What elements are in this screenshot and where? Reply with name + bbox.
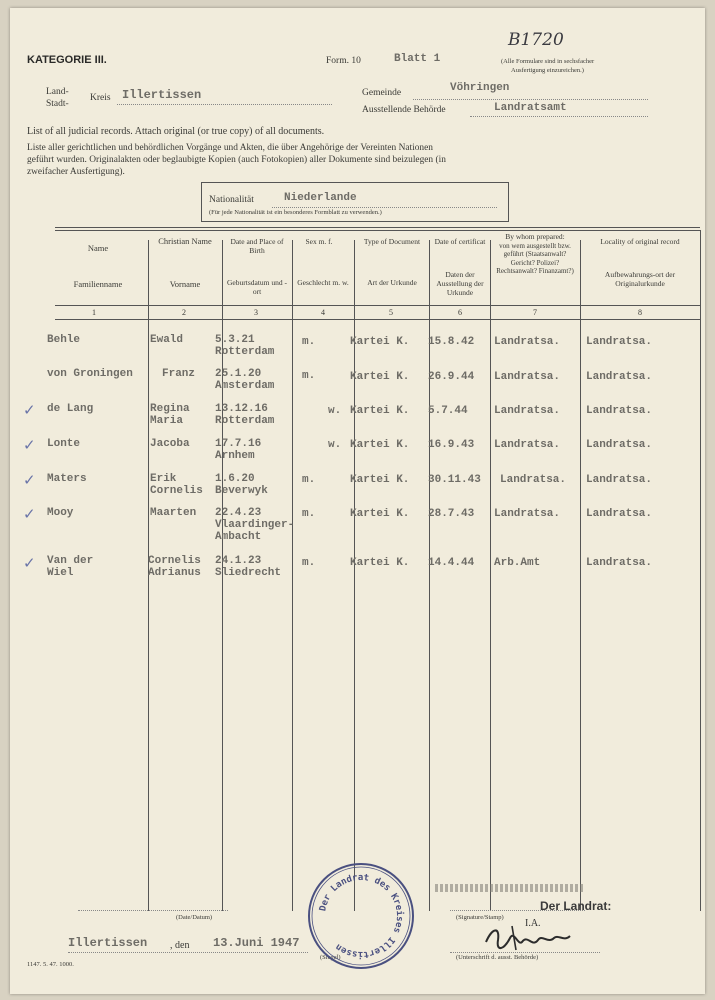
cell-name-2: Wiel (47, 567, 74, 579)
cell-cert-date: 15.8.42 (428, 336, 475, 348)
col-6-en: Date of certificat (434, 237, 486, 246)
col-5-de: Art der Urkunde (367, 278, 417, 287)
date-label: (Date/Datum) (176, 914, 213, 921)
cell-cert-date: 5.7.44 (428, 405, 468, 417)
cell-prepared-by: Landratsa. (494, 336, 561, 348)
cell-document: Kartei K. (350, 474, 410, 486)
signer-title: Der Landrat: (540, 899, 612, 913)
behoerde-label: Ausstellende Behörde (362, 105, 446, 115)
cell-document: Kartei K. (350, 336, 410, 348)
gemeinde-label: Gemeinde (362, 88, 402, 98)
cell-birth-date: 24.1.23 (215, 555, 262, 567)
cell-locality: Landratsa. (586, 508, 653, 520)
cell-prepared-by: Landratsa. (494, 439, 561, 451)
cell-birth-place: Amsterdam (215, 380, 275, 392)
cell-cert-date: 16.9.43 (428, 439, 475, 451)
col-num-7: 7 (533, 308, 537, 317)
cell-birth-date: 25.1.20 (215, 368, 262, 380)
serial-number: B1720 (508, 30, 564, 50)
cell-sex: m. (302, 557, 316, 569)
form-sheet (10, 8, 705, 994)
col-num-8: 8 (638, 308, 642, 317)
cell-document: Kartei K. (350, 405, 410, 417)
cell-sex: m. (302, 336, 316, 348)
behoerde-value: Landratsamt (494, 102, 567, 114)
cell-locality: Landratsa. (586, 336, 653, 348)
col-num-4: 4 (321, 308, 325, 317)
category-title: KATEGORIE III. (27, 54, 107, 66)
col-num-3: 3 (254, 308, 258, 317)
cell-cert-date: 28.7.43 (428, 508, 475, 520)
cell-sex: w. (328, 439, 342, 451)
cell-name: de Lang (47, 403, 94, 415)
cell-birth-place-2: Ambacht (215, 531, 262, 543)
cell-first-name-2: Cornelis (150, 485, 203, 497)
svg-text:Der Landrat des Kreises Illert: Der Landrat des Kreises Illertissen (318, 872, 405, 960)
cell-first-name: Ewald (150, 334, 184, 346)
checkmark: ✓ (23, 436, 36, 454)
col-3-en: Date and Place of Birth (230, 237, 284, 255)
print-code: 1147. 5. 47. 1000. (27, 961, 74, 968)
cell-document: Kartei K. (350, 371, 410, 383)
seal-label: (Siegel) (320, 954, 341, 961)
nationality-label: Nationalität (209, 195, 254, 205)
col-2-en: Christian Name (158, 236, 212, 246)
cell-first-name: Erik (150, 473, 177, 485)
cell-sex: m. (302, 474, 316, 486)
cell-prepared-by: Arb.Amt (494, 557, 541, 569)
cell-first-name-2: Maria (150, 415, 184, 427)
kreis-value: Illertissen (122, 88, 202, 102)
cell-first-name: Jacoba (150, 438, 190, 450)
col-6-de: Daten der Ausstellung der Urkunde (436, 270, 484, 297)
cell-sex: m. (302, 370, 316, 382)
cell-birth-place: Rotterdam (215, 415, 275, 427)
col-4-de: Geschlecht m. w. (297, 278, 349, 287)
cell-prepared-by: Landratsa. (494, 405, 561, 417)
cell-locality: Landratsa. (586, 557, 653, 569)
cell-locality: Landratsa. (586, 439, 653, 451)
instruction-german-3: zweifacher Ausfertigung). (27, 167, 125, 177)
cell-prepared-by: Landratsa. (500, 474, 567, 486)
cell-name: Behle (47, 334, 81, 346)
den-label: , den (170, 940, 190, 951)
kreis-label: Kreis (90, 93, 111, 103)
cell-document: Kartei K. (350, 439, 410, 451)
cell-document: Kartei K. (350, 557, 410, 569)
cell-birth-place: Vlaardinger- (215, 519, 295, 531)
form-number: Form. 10 (326, 56, 361, 66)
cell-name: von Groningen (47, 368, 133, 380)
col-num-1: 1 (92, 308, 96, 317)
struck-text (435, 884, 585, 892)
cell-birth-place: Beverwyk (215, 485, 268, 497)
place-value: Illertissen (68, 936, 148, 950)
land-label: Land- (46, 87, 69, 97)
cell-birth-date: 1.6.20 (215, 473, 255, 485)
cell-first-name: Maarten (150, 507, 197, 519)
cell-prepared-by: Landratsa. (494, 508, 561, 520)
col-8-en: Locality of original record (600, 237, 680, 246)
col-4-en: Sex m. f. (305, 237, 333, 246)
cell-first-name: Franz (162, 368, 196, 380)
cell-locality: Landratsa. (586, 405, 653, 417)
copies-note-1: (Alle Formulare sind in sechsfacher (501, 58, 595, 65)
nationality-note: (Für jede Nationalität ist ein besonderes Formblatt zu verwenden.) (209, 209, 382, 216)
cell-prepared-by: Landratsa. (494, 371, 561, 383)
cell-birth-date: 5.3.21 (215, 334, 255, 346)
instruction-german-1: Liste aller gerichtlichen und behördlichen Vorgänge und Akten, die über Angehörige der Vereinten Nationen (27, 143, 433, 153)
col-8-de: Aufbewahrungs-ort der Originalurkunde (604, 270, 676, 288)
cell-birth-place: Rotterdam (215, 346, 275, 358)
nationality-box (201, 182, 509, 222)
cell-locality: Landratsa. (586, 371, 653, 383)
col-5-en: Type of Document (363, 237, 421, 246)
gemeinde-value: Vöhringen (450, 82, 510, 94)
col-2-de: Vorname (169, 279, 201, 289)
cell-cert-date: 26.9.44 (428, 371, 475, 383)
cell-name: Lonte (47, 438, 81, 450)
cell-name: Maters (47, 473, 87, 485)
instruction-german-2: geführt wurden. Originalakten oder beglaubigte Kopien (auch Fotokopien) aller Dokumente sind beizulegen (in (27, 155, 446, 165)
cell-locality: Landratsa. (586, 474, 653, 486)
nationality-value: Niederlande (284, 192, 357, 204)
signature-label: (Signature/Stamp) (456, 914, 504, 921)
checkmark: ✓ (23, 401, 36, 419)
signature-label-german: (Unterschrift d. ausst. Behörde) (456, 954, 539, 961)
cell-birth-place: Sliedrecht (215, 567, 282, 579)
signer-ia: I.A. (525, 918, 541, 929)
cell-birth-place: Arnhem (215, 450, 255, 462)
cell-name: Van der (47, 555, 94, 567)
col-7-de: von wem ausgestellt bzw. geführt (Staatsanwalt? Gericht? Polizei? Rechtsanwalt? Finanzamt?) (496, 242, 574, 276)
cell-sex: w. (328, 405, 342, 417)
col-1-de: Familienname (73, 279, 123, 289)
checkmark: ✓ (23, 554, 36, 572)
cell-birth-date: 17.7.16 (215, 438, 262, 450)
cell-first-name: Cornelis (148, 555, 201, 567)
col-3-de: Geburtsdatum und -ort (227, 278, 287, 296)
cell-name: Mooy (47, 507, 74, 519)
cell-birth-date: 22.4.23 (215, 507, 262, 519)
checkmark: ✓ (23, 505, 36, 523)
col-1-en: Name (87, 243, 109, 253)
col-num-5: 5 (389, 308, 393, 317)
copies-note-2: Ausfertigung einzureichen.) (511, 67, 584, 74)
stadt-label: Stadt- (46, 99, 69, 109)
cell-cert-date: 30.11.43 (428, 474, 481, 486)
cell-first-name: Regina (150, 403, 190, 415)
cell-document: Kartei K. (350, 508, 410, 520)
official-seal (305, 860, 417, 972)
col-num-6: 6 (458, 308, 462, 317)
sheet-number: Blatt 1 (394, 53, 441, 65)
col-7-en: By whom prepared: (505, 232, 565, 241)
cell-sex: m. (302, 508, 316, 520)
checkmark: ✓ (23, 471, 36, 489)
date-value: 13.Juni 1947 (213, 936, 300, 950)
cell-cert-date: 14.4.44 (428, 557, 475, 569)
col-num-2: 2 (182, 308, 186, 317)
cell-first-name-2: Adrianus (148, 567, 201, 579)
cell-birth-date: 13.12.16 (215, 403, 268, 415)
instruction-english: List of all judicial records. Attach original (or true copy) of all documents. (27, 126, 325, 137)
